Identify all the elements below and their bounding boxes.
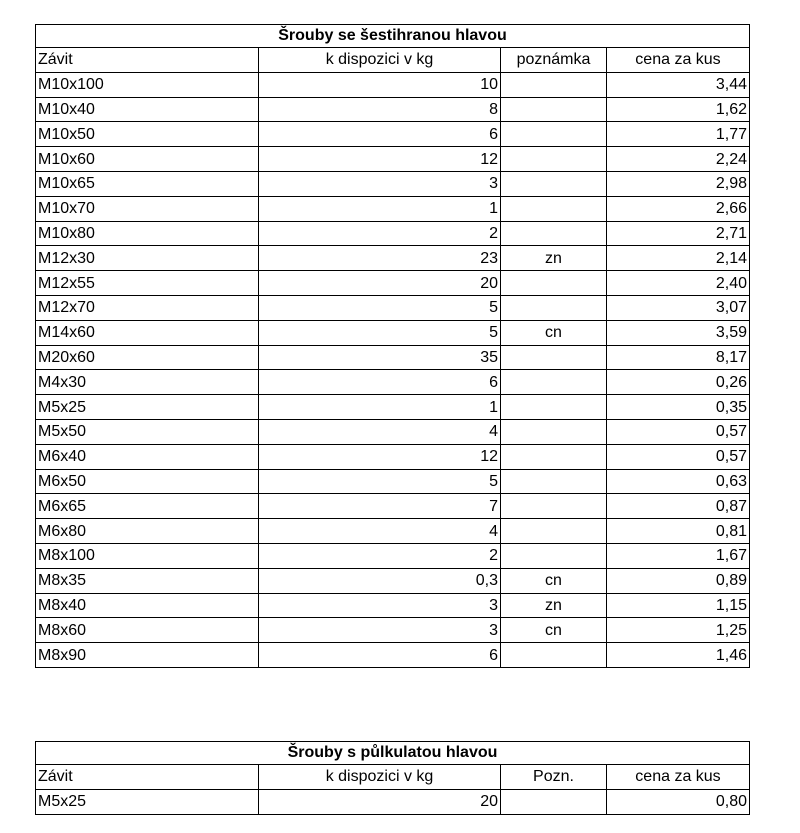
cell-thread: M6x80 (36, 519, 259, 544)
table-row (36, 72, 750, 97)
cell-available-kg: 6 (259, 122, 501, 147)
cell-note (501, 643, 607, 668)
cell-available-kg: 4 (259, 519, 501, 544)
cell-price: 2,98 (607, 171, 750, 196)
cell-available-kg: 20 (259, 789, 501, 814)
table-title: Šrouby se šestihranou hlavou (36, 25, 750, 48)
cell-thread: M12x70 (36, 295, 259, 320)
cell-available-kg: 10 (259, 72, 501, 97)
table-row (36, 543, 750, 568)
cell-available-kg: 4 (259, 419, 501, 444)
table-title: Šrouby s půlkulatou hlavou (36, 742, 750, 765)
cell-note (501, 419, 607, 444)
cell-price: 0,87 (607, 494, 750, 519)
cell-price: 1,25 (607, 618, 750, 643)
cell-price: 2,71 (607, 221, 750, 246)
cell-available-kg: 6 (259, 370, 501, 395)
table-row (36, 444, 750, 469)
cell-note (501, 171, 607, 196)
cell-available-kg: 3 (259, 618, 501, 643)
cell-thread: M8x60 (36, 618, 259, 643)
cell-thread: M5x25 (36, 395, 259, 420)
cell-thread: M6x40 (36, 444, 259, 469)
cell-note (501, 196, 607, 221)
cell-note (501, 72, 607, 97)
cell-available-kg: 20 (259, 271, 501, 296)
cell-available-kg: 8 (259, 97, 501, 122)
col-header-available-kg: k dispozici v kg (259, 765, 501, 790)
cell-price: 3,07 (607, 295, 750, 320)
cell-price: 2,14 (607, 246, 750, 271)
cell-available-kg: 2 (259, 221, 501, 246)
cell-available-kg: 12 (259, 147, 501, 172)
cell-note (501, 444, 607, 469)
col-header-note: poznámka (501, 48, 607, 73)
cell-note (501, 494, 607, 519)
cell-available-kg: 5 (259, 469, 501, 494)
cell-note (501, 345, 607, 370)
cell-thread: M10x60 (36, 147, 259, 172)
cell-price: 0,26 (607, 370, 750, 395)
cell-price: 0,57 (607, 444, 750, 469)
cell-thread: M8x100 (36, 543, 259, 568)
cell-available-kg: 7 (259, 494, 501, 519)
cell-thread: M8x90 (36, 643, 259, 668)
cell-thread: M12x55 (36, 271, 259, 296)
cell-available-kg: 1 (259, 196, 501, 221)
col-header-price: cena za kus (607, 48, 750, 73)
cell-price: 0,63 (607, 469, 750, 494)
cell-price: 3,44 (607, 72, 750, 97)
cell-note (501, 519, 607, 544)
cell-available-kg: 0,3 (259, 568, 501, 593)
col-header-available-kg: k dispozici v kg (259, 48, 501, 73)
cell-price: 0,57 (607, 419, 750, 444)
table-row (36, 419, 750, 444)
table-row (36, 789, 750, 814)
table-row (36, 271, 750, 296)
cell-note (501, 221, 607, 246)
cell-note (501, 295, 607, 320)
cell-note (501, 370, 607, 395)
cell-price: 0,89 (607, 568, 750, 593)
cell-note (501, 271, 607, 296)
cell-note: cn (501, 618, 607, 643)
cell-price: 1,15 (607, 593, 750, 618)
table-row (36, 494, 750, 519)
hex-head-bolts-table (35, 24, 750, 668)
cell-price: 2,66 (607, 196, 750, 221)
cell-thread: M10x50 (36, 122, 259, 147)
table-row (36, 221, 750, 246)
table-row (36, 147, 750, 172)
col-header-note: Pozn. (501, 765, 607, 790)
cell-thread: M10x40 (36, 97, 259, 122)
table-row (36, 370, 750, 395)
cell-available-kg: 12 (259, 444, 501, 469)
cell-note (501, 789, 607, 814)
cell-note: zn (501, 246, 607, 271)
col-header-thread: Závit (36, 48, 259, 73)
table-row (36, 519, 750, 544)
cell-note (501, 147, 607, 172)
cell-available-kg: 6 (259, 643, 501, 668)
table-row (36, 196, 750, 221)
cell-thread: M14x60 (36, 320, 259, 345)
cell-note: zn (501, 593, 607, 618)
cell-price: 1,46 (607, 643, 750, 668)
cell-price: 0,80 (607, 789, 750, 814)
table-row (36, 295, 750, 320)
cell-available-kg: 35 (259, 345, 501, 370)
cell-thread: M8x40 (36, 593, 259, 618)
table-row (36, 593, 750, 618)
table-row (36, 122, 750, 147)
table-row (36, 469, 750, 494)
cell-note (501, 469, 607, 494)
table-row (36, 320, 750, 345)
cell-available-kg: 3 (259, 593, 501, 618)
cell-note (501, 122, 607, 147)
cell-thread: M5x25 (36, 789, 259, 814)
cell-thread: M6x65 (36, 494, 259, 519)
cell-thread: M10x100 (36, 72, 259, 97)
cell-price: 1,67 (607, 543, 750, 568)
cell-thread: M4x30 (36, 370, 259, 395)
cell-thread: M10x70 (36, 196, 259, 221)
table-row (36, 246, 750, 271)
cell-price: 1,77 (607, 122, 750, 147)
cell-price: 1,62 (607, 97, 750, 122)
table-row (36, 618, 750, 643)
cell-price: 3,59 (607, 320, 750, 345)
cell-thread: M12x30 (36, 246, 259, 271)
cell-available-kg: 5 (259, 320, 501, 345)
cell-thread: M10x80 (36, 221, 259, 246)
cell-note: cn (501, 320, 607, 345)
cell-note (501, 543, 607, 568)
cell-price: 0,81 (607, 519, 750, 544)
cell-available-kg: 5 (259, 295, 501, 320)
cell-available-kg: 3 (259, 171, 501, 196)
table-row (36, 345, 750, 370)
cell-available-kg: 2 (259, 543, 501, 568)
cell-thread: M5x50 (36, 419, 259, 444)
cell-thread: M8x35 (36, 568, 259, 593)
cell-thread: M20x60 (36, 345, 259, 370)
cell-note (501, 395, 607, 420)
table-row (36, 97, 750, 122)
cell-note (501, 97, 607, 122)
cell-price: 2,40 (607, 271, 750, 296)
cell-note: cn (501, 568, 607, 593)
table-row (36, 395, 750, 420)
cell-price: 0,35 (607, 395, 750, 420)
col-header-price: cena za kus (607, 765, 750, 790)
cell-price: 8,17 (607, 345, 750, 370)
table-row (36, 171, 750, 196)
round-head-bolts-table (35, 741, 750, 815)
cell-available-kg: 23 (259, 246, 501, 271)
table-row (36, 643, 750, 668)
cell-price: 2,24 (607, 147, 750, 172)
table-row (36, 568, 750, 593)
cell-thread: M6x50 (36, 469, 259, 494)
col-header-thread: Závit (36, 765, 259, 790)
cell-available-kg: 1 (259, 395, 501, 420)
cell-thread: M10x65 (36, 171, 259, 196)
